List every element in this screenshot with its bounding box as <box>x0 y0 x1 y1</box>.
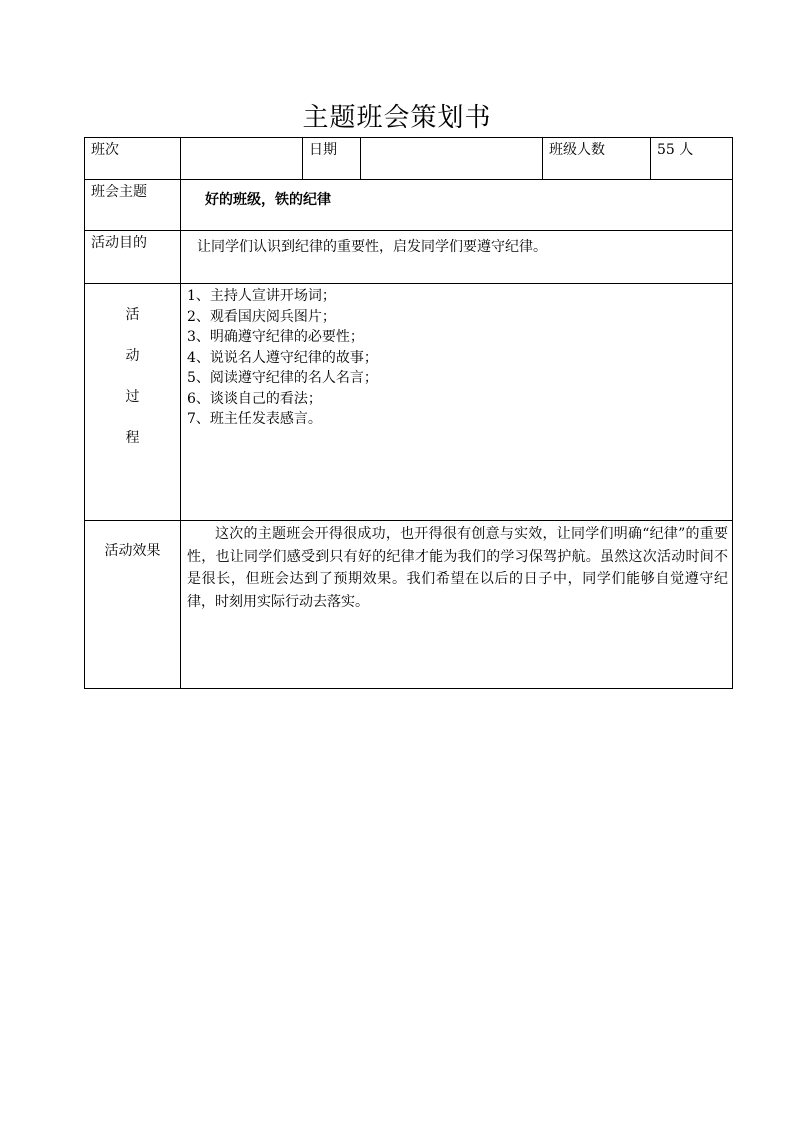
process-label-char: 动 <box>125 348 140 364</box>
class-size-label: 班级人数 <box>543 138 651 180</box>
list-item: 5、阅读遵守纪律的名人名言； <box>187 370 378 386</box>
process-label-char: 过 <box>125 389 140 405</box>
process-label <box>85 284 181 521</box>
process-row <box>85 284 733 521</box>
date-label: 日期 <box>303 138 361 180</box>
class-size-value: 55 人 <box>651 138 733 180</box>
purpose-label: 活动目的 <box>85 231 181 284</box>
effect-value: 这次的主题班会开得很成功，也开得很有创意与实效，让同学们明确“纪律”的重要性，也让同学们感受到只有好的纪律才能为我们的学习保驾护航。虽然这次活动时间不是很长，但班会达到了预期效果。我们希望在以后的日子中，同学们能够自觉遵守纪律，时刻用实际行动去落实。 <box>181 521 733 689</box>
purpose-row <box>85 231 733 284</box>
info-row <box>85 138 733 180</box>
process-label-char: 程 <box>125 430 140 446</box>
class-value <box>181 138 303 180</box>
effect-row <box>85 521 733 689</box>
effect-label: 活动效果 <box>85 521 181 689</box>
process-label-char: 活 <box>125 307 140 323</box>
list-item: 6、谈谈自己的看法； <box>187 390 322 407</box>
theme-label: 班会主题 <box>85 180 181 231</box>
purpose-value: 让同学们认识到纪律的重要性，启发同学们要遵守纪律。 <box>181 231 733 284</box>
process-steps <box>181 284 733 521</box>
list-item: 3、明确遵守纪律的必要性； <box>187 329 364 345</box>
date-value <box>361 138 543 180</box>
theme-row <box>85 180 733 231</box>
list-item: 7、班主任发表感言。 <box>187 411 322 427</box>
list-item: 1、主持人宣讲开场词； <box>187 288 336 304</box>
plan-table <box>84 137 733 689</box>
class-label: 班次 <box>85 138 181 180</box>
list-item: 4、说说名人遵守纪律的故事； <box>187 349 378 366</box>
document-title: 主题班会策划书 <box>302 103 492 133</box>
list-item: 2、观看国庆阅兵图片； <box>187 308 336 325</box>
theme-value: 好的班级，铁的纪律 <box>181 180 733 231</box>
